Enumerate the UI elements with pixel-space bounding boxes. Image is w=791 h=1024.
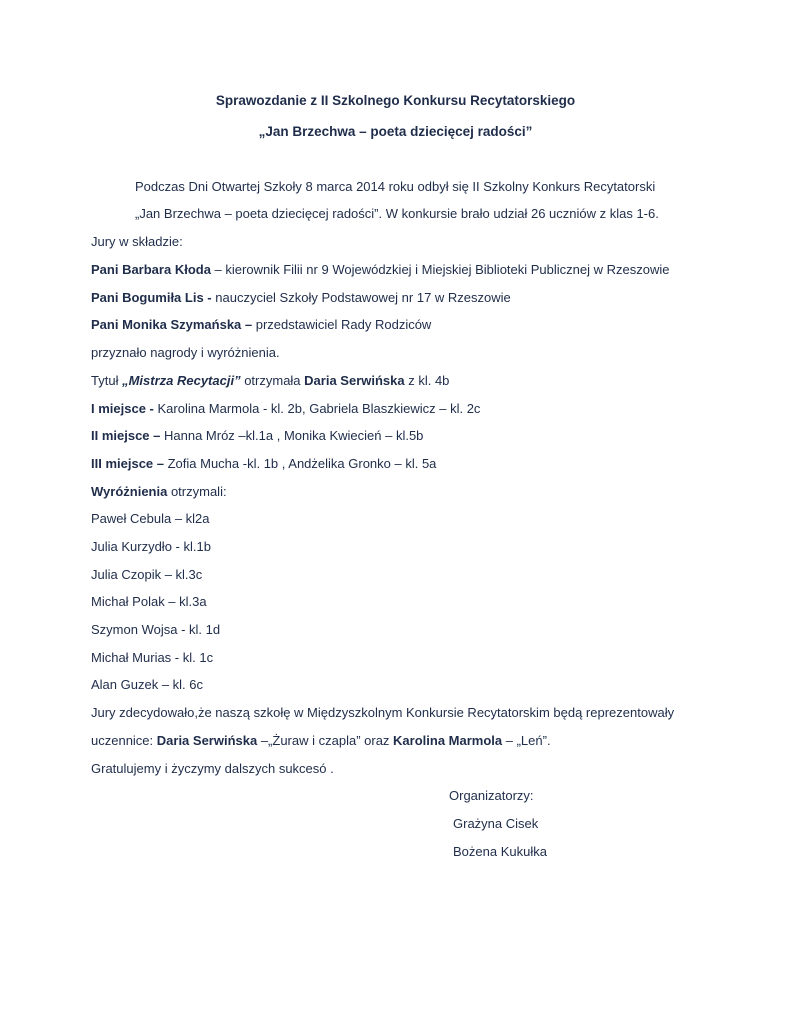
intro-line-1: Podczas Dni Otwartej Szkoły 8 marca 2014 roku odbył się II Szkolny Konkurs Recytatorski [135, 179, 656, 194]
master-winner: Daria Serwińska [304, 373, 405, 388]
master-suffix: z kl. 4b [404, 373, 450, 388]
place-label: I miejsce - [91, 401, 154, 416]
distinctions-heading [91, 483, 227, 501]
distinctions-label: Wyróżnienia [91, 484, 168, 499]
second-place-line [91, 427, 423, 445]
distinction-item: Paweł Cebula – kl2a [91, 511, 210, 526]
distinction-item: Julia Kurzydło - kl.1b [91, 539, 211, 554]
organizers-label: Organizatorzy: [449, 788, 534, 803]
place-text: Zofia Mucha -kl. 1b , Andżelika Gronko – kl. 5a [164, 456, 437, 471]
place-label: III miejsce – [91, 456, 164, 471]
place-text: Hanna Mróz –kl.1a , Monika Kwiecień – kl.5b [160, 428, 424, 443]
decision-prefix: uczennice: [91, 733, 157, 748]
poem-2: – „Leń”. [502, 733, 551, 748]
jury-heading: Jury w składzie: [91, 234, 183, 249]
decision-line-2 [91, 732, 551, 750]
intro-line-2: „Jan Brzechwa – poeta dziecięcej radości”. W konkursie brało udział 26 uczniów z klas 1-6. [135, 206, 659, 221]
distinction-item: Michał Polak – kl.3a [91, 594, 207, 609]
decision-line-1: Jury zdecydowało,że naszą szkołę w Międzyszkolnym Konkursie Recytatorskim będą reprezentowały [91, 705, 675, 720]
distinction-item: Julia Czopik – kl.3c [91, 567, 203, 582]
jury-member-role: przedstawiciel Rady Rodziców [255, 317, 432, 332]
jury-member-name: Pani Monika Szymańska – [91, 317, 253, 332]
poem-1: –„Żuraw i czapla” oraz [257, 733, 394, 748]
place-text: Karolina Marmola - kl. 2b, Gabriela Blaszkiewicz – kl. 2c [153, 401, 481, 416]
jury-member-role: nauczyciel Szkoły Podstawowej nr 17 w Rzeszowie [215, 290, 511, 305]
jury-member-3 [91, 316, 431, 334]
organizer-name: Bożena Kukułka [453, 844, 547, 859]
place-label: II miejsce – [91, 428, 161, 443]
organizer-name: Grażyna Cisek [453, 816, 539, 831]
congratulations-text: Gratulujemy i życzymy dalszych sukcesó . [91, 761, 334, 776]
distinction-item: Alan Guzek – kl. 6c [91, 677, 203, 692]
master-title-line [91, 372, 449, 390]
report-title: Sprawozdanie z II Szkolnego Konkursu Recytatorskiego [215, 93, 576, 108]
jury-member-1 [91, 261, 669, 279]
master-middle: otrzymała [240, 373, 305, 388]
representative-1: Daria Serwińska [156, 733, 258, 748]
jury-member-name: Pani Bogumiła Lis - [91, 290, 212, 305]
distinction-item: Michał Murias - kl. 1c [91, 650, 214, 665]
distinctions-suffix: otrzymali: [167, 484, 227, 499]
awards-text: przyznało nagrody i wyróżnienia. [91, 345, 280, 360]
first-place-line [91, 400, 480, 418]
distinction-item: Szymon Wojsa - kl. 1d [91, 622, 221, 637]
jury-member-role: kierownik Filii nr 9 Wojewódzkiej i Miejskiej Biblioteki Publicznej w Rzeszowie [225, 262, 670, 277]
report-subtitle: „Jan Brzechwa – poeta dziecięcej radości” [258, 124, 533, 139]
master-prefix: Tytuł [91, 373, 123, 388]
third-place-line [91, 455, 436, 473]
jury-member-sep: – [210, 262, 226, 277]
representative-2: Karolina Marmola [393, 733, 503, 748]
jury-member-2 [91, 289, 511, 307]
jury-member-name: Pani Barbara Kłoda [91, 262, 211, 277]
master-title: „Mistrza Recytacji” [122, 373, 241, 388]
